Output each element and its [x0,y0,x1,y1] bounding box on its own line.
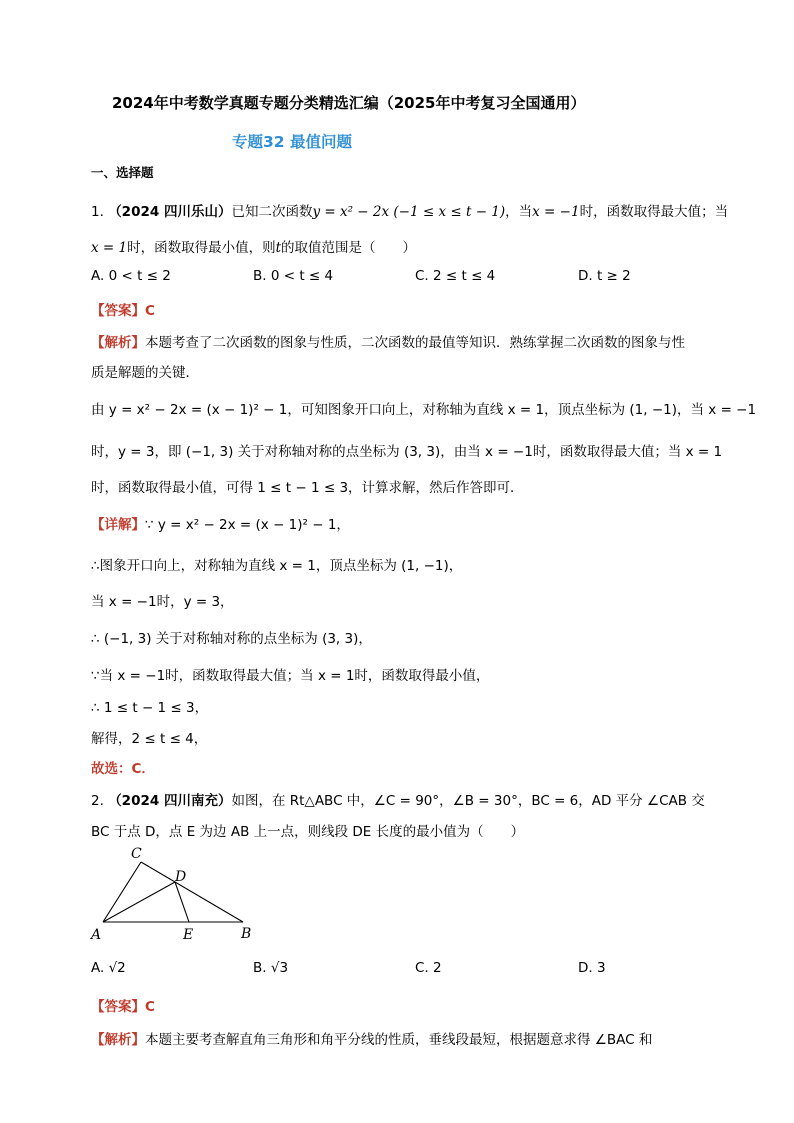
label-a: A [91,927,102,942]
q1-math: x = −1 [532,204,580,220]
label-b: B [241,926,252,942]
q1-stem-text: 已知二次函数 [231,204,313,220]
q1-analysis-line1 [91,331,685,351]
q1-detail-line8: 故选：C． [91,761,155,777]
q2-option-d: D. 3 [578,960,606,976]
analysis-text: 本题主要考查解直角三角形和角平分线的性质，垂线段最短，根据题意求得 ∠BAC 和 [145,1032,653,1048]
q1-option-b: B. 0 < t ≤ 4 [253,268,334,284]
q2-analysis-line1 [91,1028,652,1048]
q2-stem-text: 如图，在 Rt△ABC 中，∠C = 90°，∠B = 30°，BC = 6，AD 平分 ∠CAB 交 [231,793,705,809]
detail-text: ∵ y = x² − 2x = (x − 1)² − 1， [145,517,350,533]
q1-detail-line6: ∴ 1 ≤ t − 1 ≤ 3， [91,700,209,716]
topic-subtitle: 专题32 最值问题 [232,133,352,151]
q1-stem-text: 的取值范围是（ ） [281,240,417,256]
analysis-tag: 【解析】 [91,335,145,351]
q2-option-c: C. 2 [415,960,442,976]
q1-stem-text: 时，函数取得最小值，则 [127,240,276,256]
q1-stem-line1 [91,200,728,220]
q1-option-d: D. t ≥ 2 [578,268,631,284]
q2-answer: 【答案】C [91,999,155,1015]
q2-stem-line2: BC 于点 D，点 E 为边 AB 上一点，则线段 DE 长度的最小值为（ ） [91,824,525,840]
q2-option-a: A. √2 [91,960,126,976]
q1-detail-line2: ∴图象开口向上，对称轴为直线 x = 1，顶点坐标为 (1, −1)， [91,558,463,574]
q2-number: 2. [91,793,104,809]
q1-analysis-line4: 时，y = 3，即 (−1, 3) 关于对称轴对称的点坐标为 (3, 3)，由当 x = −1时，函数取得最大值；当 x = 1 [91,444,723,460]
label-c: C [131,846,142,862]
q1-stem-text: ，当 [505,204,533,220]
q1-analysis-line5: 时，函数取得最小值，可得 1 ≤ t − 1 ≤ 3，计算求解，然后作答即可． [91,480,524,496]
q1-number: 1. [91,204,104,220]
analysis-text: 本题考查了二次函数的图象与性质，二次函数的最值等知识．熟练掌握二次函数的图象与性 [145,335,685,351]
q1-math: t [275,240,282,256]
document-title: 2024年中考数学真题专题分类精选汇编（2025年中考复习全国通用） [112,94,586,112]
q1-stem-text: 时，函数取得最大值；当 [579,204,729,220]
q1-detail-line1 [91,513,350,533]
q2-option-b: B. √3 [253,960,289,976]
q1-detail-line4: ∴ (−1, 3) 关于对称轴对称的点坐标为 (3, 3)， [91,631,372,647]
q1-option-a: A. 0 < t ≤ 2 [91,268,171,284]
segment-ad [103,882,175,922]
section-heading: 一、选择题 [91,165,154,180]
q1-math: x = 1 [91,240,128,256]
segment-de [175,882,189,922]
q2-triangle-figure [85,842,275,942]
q2-source: （2024 四川南充） [108,793,232,809]
q1-detail-line3: 当 x = −1时，y = 3， [91,594,234,610]
q1-function: y = x² − 2x (−1 ≤ x ≤ t − 1) [312,204,506,220]
q1-detail-line5: ∵当 x = −1时，函数取得最大值；当 x = 1时，函数取得最小值， [91,668,490,684]
analysis-tag: 【解析】 [91,1032,145,1048]
q2-stem-line1 [91,789,705,809]
q1-answer: 【答案】C [91,303,155,319]
q1-analysis-line2: 质是解题的关键． [91,365,199,381]
q1-stem-line2 [91,236,416,256]
q1-option-c: C. 2 ≤ t ≤ 4 [415,268,496,284]
label-e: E [183,927,194,942]
label-d: D [175,869,187,885]
q1-source: （2024 四川乐山） [108,204,232,220]
detail-tag: 【详解】 [91,517,145,533]
side-ac [103,862,141,922]
q1-analysis-line3: 由 y = x² − 2x = (x − 1)² − 1，可知图象开口向上，对称轴为直线 x = 1，顶点坐标为 (1, −1)，当 x = −1 [91,402,757,418]
q1-detail-line7: 解得，2 ≤ t ≤ 4， [91,731,208,747]
